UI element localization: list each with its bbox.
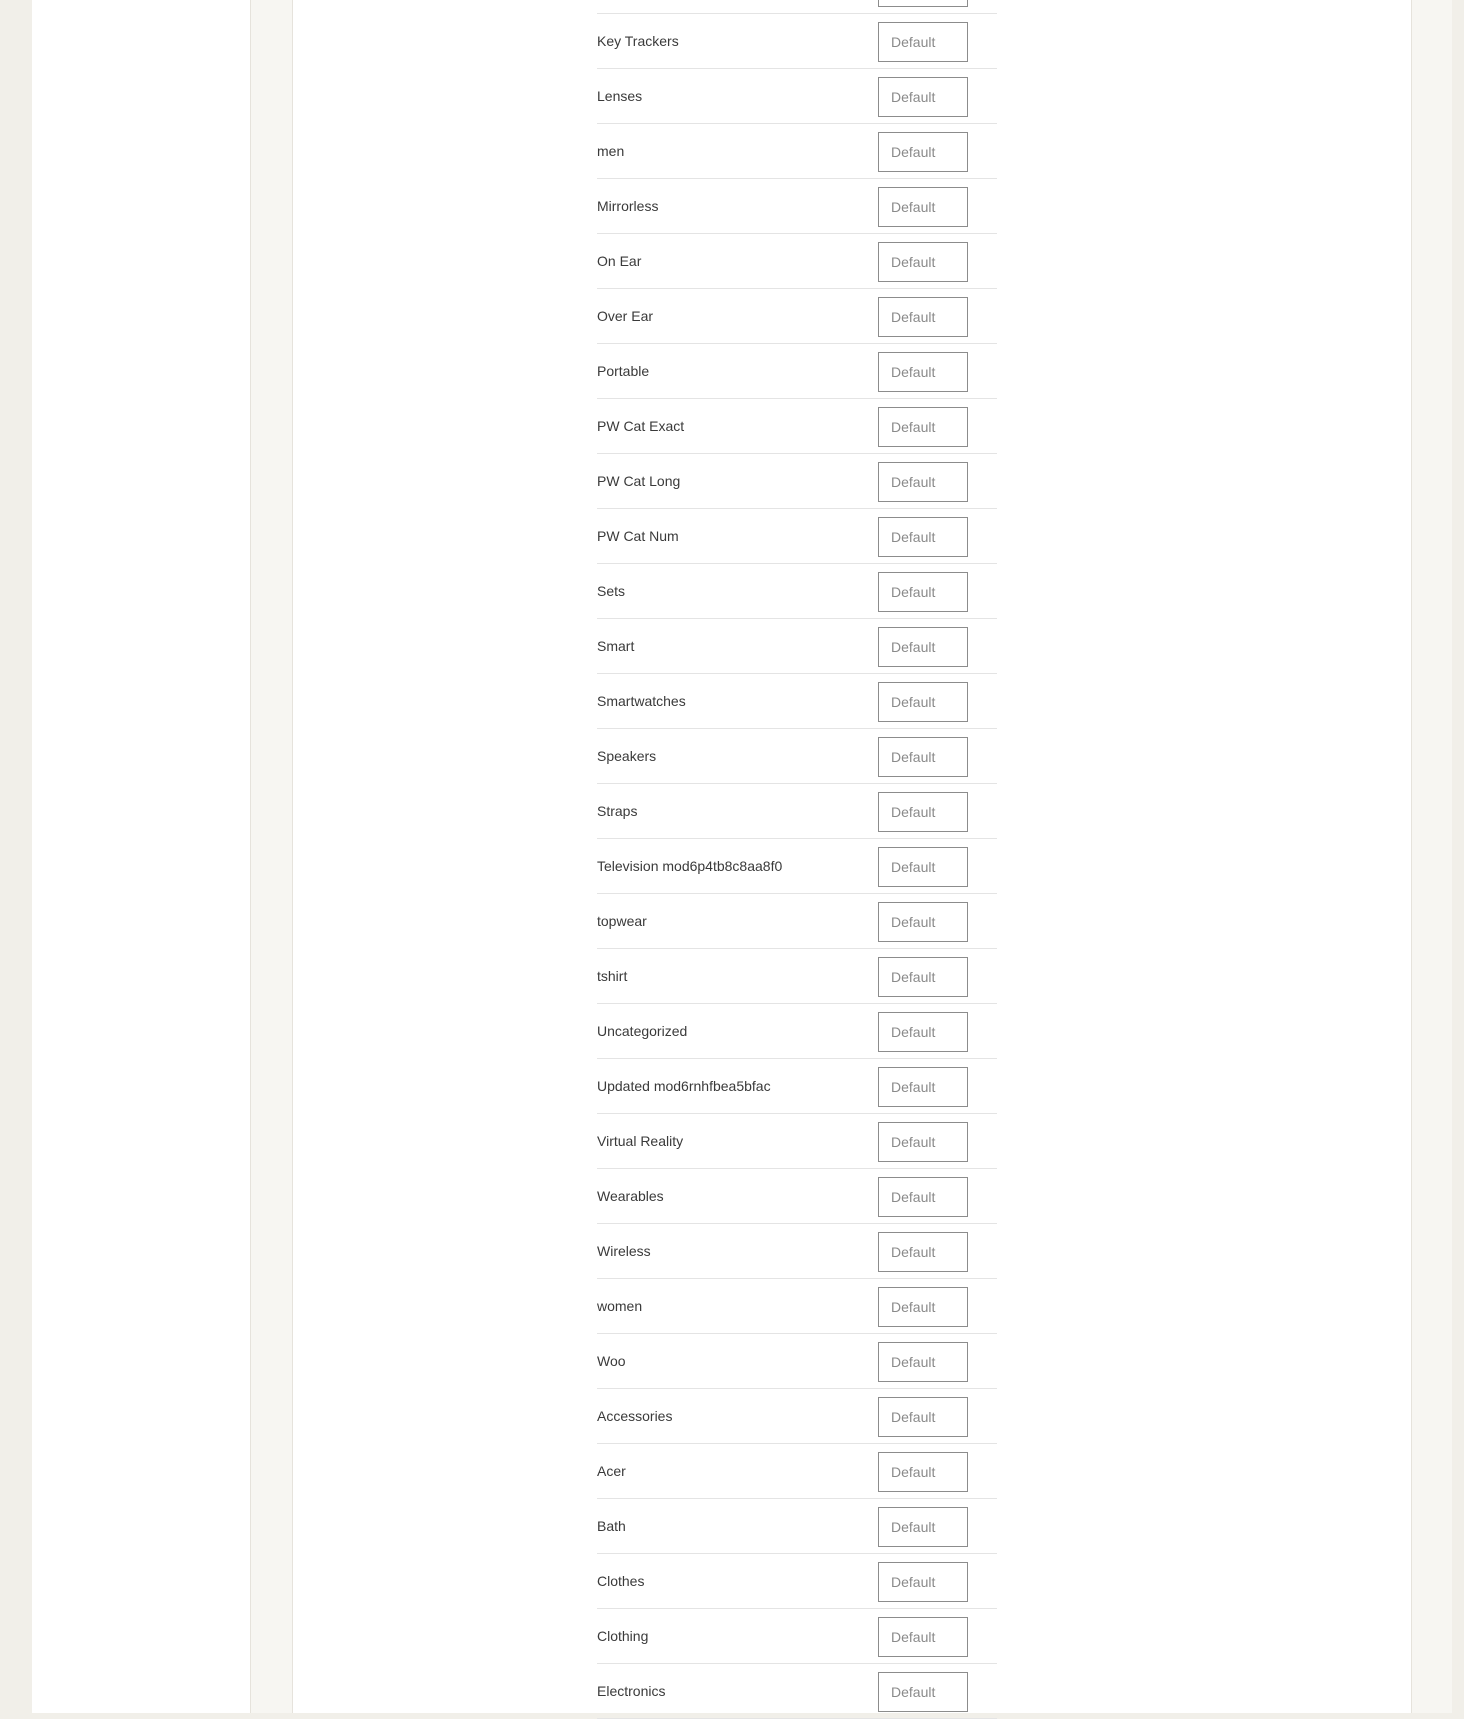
category-row — [597, 454, 997, 509]
category-order-input[interactable] — [878, 627, 968, 667]
category-order-input[interactable] — [878, 1672, 968, 1712]
category-row — [597, 1334, 997, 1389]
category-row — [597, 1444, 997, 1499]
right-gutter — [1412, 0, 1452, 1713]
category-order-input[interactable] — [878, 1397, 968, 1437]
category-label: Sets — [597, 583, 626, 599]
category-row — [597, 1169, 997, 1224]
category-order-input[interactable] — [878, 77, 968, 117]
category-order-input[interactable] — [878, 462, 968, 502]
category-order-input[interactable] — [878, 1067, 968, 1107]
category-label: Lenses — [597, 88, 643, 104]
category-row — [597, 179, 997, 234]
category-row — [597, 234, 997, 289]
category-label: Uncategorized — [597, 1023, 688, 1039]
category-order-input[interactable] — [878, 847, 968, 887]
category-row — [597, 399, 997, 454]
category-label: tshirt — [597, 968, 628, 984]
category-order-input[interactable] — [878, 1562, 968, 1602]
category-order-input[interactable] — [878, 407, 968, 447]
category-label: Straps — [597, 803, 638, 819]
category-label: Bath — [597, 1518, 626, 1534]
category-label: Clothes — [597, 1573, 645, 1589]
category-row — [597, 1499, 997, 1554]
category-row — [597, 674, 997, 729]
category-order-input[interactable] — [878, 1452, 968, 1492]
category-label: Mirrorless — [597, 198, 659, 214]
category-order-input[interactable] — [878, 22, 968, 62]
category-order-input[interactable] — [878, 1507, 968, 1547]
category-order-input[interactable] — [878, 682, 968, 722]
left-sidebar-panel — [32, 0, 251, 1713]
category-order-input[interactable] — [878, 352, 968, 392]
category-row — [597, 1389, 997, 1444]
category-order-input[interactable] — [878, 737, 968, 777]
category-order-input[interactable] — [878, 132, 968, 172]
category-label: PW Cat Num — [597, 528, 679, 544]
category-row — [597, 1664, 997, 1719]
category-row — [597, 1609, 997, 1664]
category-label: Speakers — [597, 748, 657, 764]
category-label: Updated mod6rnhfbea5bfac — [597, 1078, 771, 1094]
category-order-input[interactable] — [878, 297, 968, 337]
category-row — [597, 509, 997, 564]
category-label: Portable — [597, 363, 650, 379]
category-row — [597, 0, 997, 14]
category-label: Television mod6p4tb8c8aa8f0 — [597, 858, 783, 874]
category-label: topwear — [597, 913, 647, 929]
category-row — [597, 784, 997, 839]
category-label: Clothing — [597, 1628, 649, 1644]
left-gutter — [251, 0, 292, 1713]
category-row — [597, 1059, 997, 1114]
category-order-input[interactable] — [878, 242, 968, 282]
category-label: Woo — [597, 1353, 626, 1369]
category-order-input[interactable] — [878, 1122, 968, 1162]
category-row — [597, 1004, 997, 1059]
category-row — [597, 839, 997, 894]
category-label: Wearables — [597, 1188, 664, 1204]
category-row — [597, 124, 997, 179]
category-row — [597, 1224, 997, 1279]
category-order-input[interactable] — [878, 0, 968, 7]
category-row — [597, 619, 997, 674]
category-order-input[interactable] — [878, 1342, 968, 1382]
category-order-input[interactable] — [878, 1232, 968, 1272]
category-label: Accessories — [597, 1408, 673, 1424]
category-row — [597, 949, 997, 1004]
category-label: On Ear — [597, 253, 642, 269]
category-row — [597, 1554, 997, 1609]
category-label: Acer — [597, 1463, 626, 1479]
category-order-input[interactable] — [878, 1287, 968, 1327]
category-row — [597, 14, 997, 69]
category-row — [597, 344, 997, 399]
category-row — [597, 289, 997, 344]
category-label: Electronics — [597, 1683, 666, 1699]
category-order-input[interactable] — [878, 572, 968, 612]
category-order-input[interactable] — [878, 517, 968, 557]
category-order-input[interactable] — [878, 957, 968, 997]
category-order-input[interactable] — [878, 1617, 968, 1657]
category-row — [597, 1114, 997, 1169]
category-row — [597, 729, 997, 784]
category-label: PW Cat Exact — [597, 418, 685, 434]
category-label: Smart — [597, 638, 635, 654]
category-label: Wireless — [597, 1243, 651, 1259]
category-label: PW Cat Long — [597, 473, 681, 489]
category-label: Smartwatches — [597, 693, 686, 709]
category-order-input[interactable] — [878, 1177, 968, 1217]
category-order-table — [597, 0, 997, 1719]
category-label: Over Ear — [597, 308, 654, 324]
category-row — [597, 1279, 997, 1334]
category-label: Virtual Reality — [597, 1133, 684, 1149]
category-label: men — [597, 143, 625, 159]
category-order-input[interactable] — [878, 187, 968, 227]
category-order-input[interactable] — [878, 792, 968, 832]
category-label: women — [597, 1298, 643, 1314]
category-order-input[interactable] — [878, 1012, 968, 1052]
category-row — [597, 69, 997, 124]
category-label: Key Trackers — [597, 33, 679, 49]
category-row — [597, 564, 997, 619]
category-row — [597, 894, 997, 949]
category-order-input[interactable] — [878, 902, 968, 942]
